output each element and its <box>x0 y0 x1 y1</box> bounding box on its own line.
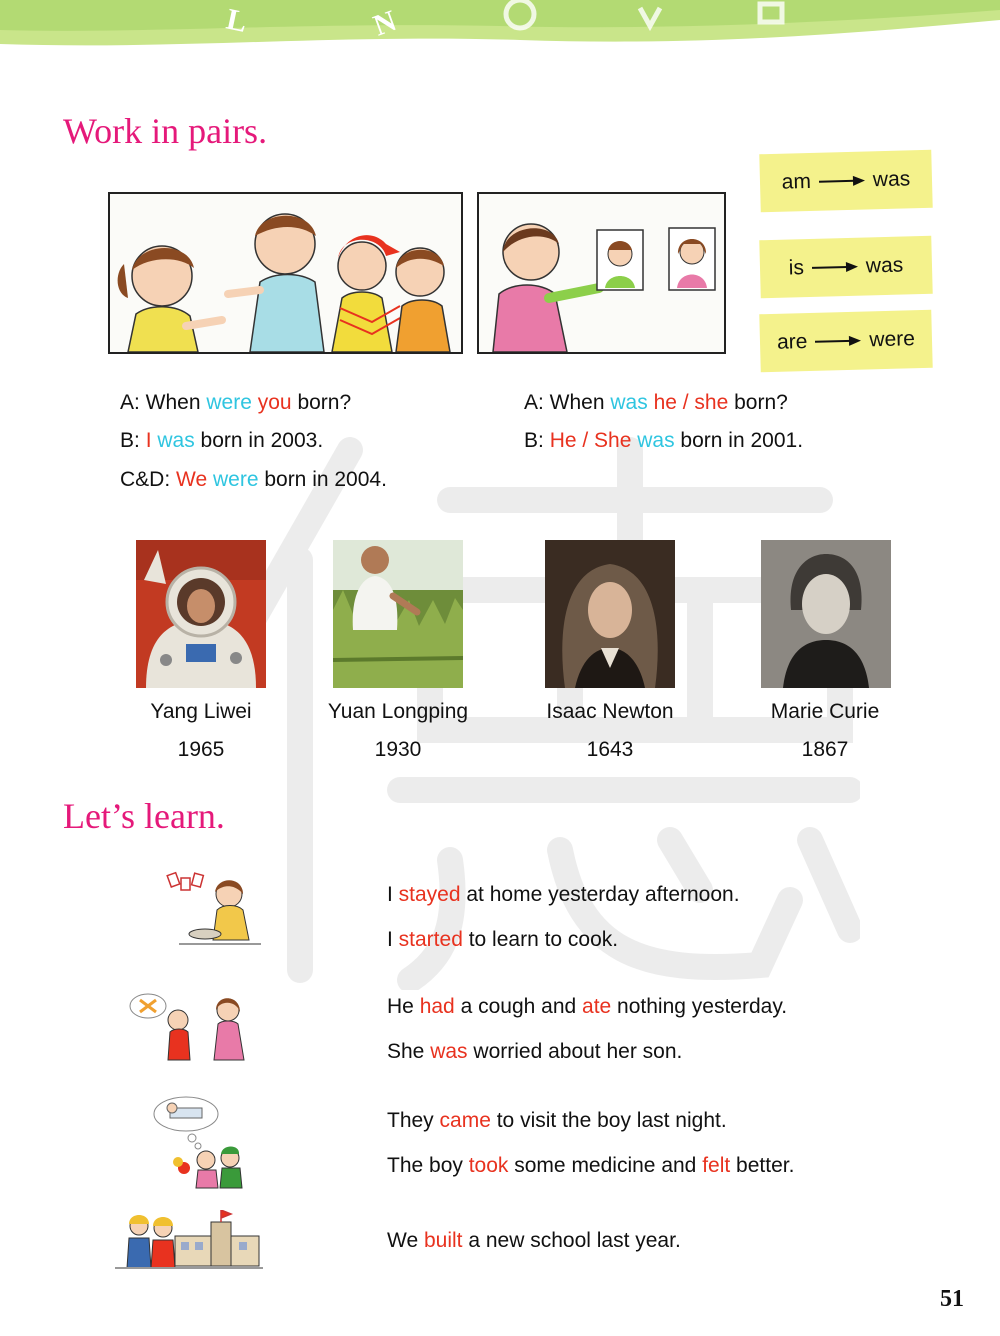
dialogue-text: born? <box>728 391 788 414</box>
person-name: Marie Curie <box>770 700 880 723</box>
dialogue-verb: were <box>206 391 252 414</box>
pointing-at-photos-illustration <box>479 194 724 352</box>
conversion-from: am <box>781 169 812 194</box>
learn-sentence-4 <box>387 1040 682 1064</box>
arrow-right-icon <box>815 334 861 349</box>
person-year: 1965 <box>177 738 225 761</box>
arrow-right-icon <box>819 174 865 189</box>
sentence-text: some medicine and <box>508 1154 703 1177</box>
comic-panel-pointing-photos <box>477 192 726 354</box>
dialogue-pronoun: We <box>176 468 208 491</box>
photo-rice-field <box>333 540 463 688</box>
sentence-text: to visit the boy last night. <box>490 1109 727 1132</box>
past-tense-verb: was <box>430 1040 468 1063</box>
person-name: Yuan Longping <box>327 700 469 723</box>
person-year: 1930 <box>374 738 422 761</box>
conversion-tag-are-were <box>759 310 932 372</box>
learn-sentence-2 <box>387 928 618 952</box>
sentence-text: I <box>387 883 399 906</box>
past-tense-verb: felt <box>702 1154 731 1177</box>
sentence-text: a new school last year. <box>462 1229 681 1252</box>
conversion-from: is <box>788 256 805 280</box>
learn-sentence-5 <box>387 1109 727 1133</box>
sentence-text: I <box>387 928 399 951</box>
page-number: 51 <box>940 1286 964 1312</box>
past-tense-verb: started <box>398 928 463 951</box>
conversion-tag-is-was <box>759 236 932 298</box>
past-tense-verb: had <box>419 995 455 1018</box>
banner-letter-n: N <box>369 4 401 43</box>
conversion-to: was <box>872 167 911 192</box>
past-tense-verb: ate <box>582 995 612 1018</box>
learn-sentence-3 <box>387 995 787 1019</box>
sentence-text: nothing yesterday. <box>611 995 788 1018</box>
dialogue-text: B: <box>524 429 550 452</box>
photo-portrait-woman <box>761 540 891 688</box>
sentence-text: The boy <box>387 1154 469 1177</box>
person-year: 1643 <box>586 738 634 761</box>
visitors-and-boy-in-bed-illustration <box>150 1094 250 1189</box>
person-name: Yang Liwei <box>150 700 252 723</box>
dialogue-left-line-3 <box>120 468 387 492</box>
past-tense-verb: took <box>468 1154 509 1177</box>
dialogue-right-line-1 <box>524 391 788 415</box>
comic-panel-kids-talking <box>108 192 463 354</box>
conversion-to: was <box>865 253 904 278</box>
dialogue-text: born in 2004. <box>258 468 387 491</box>
sentence-text: to learn to cook. <box>462 928 619 951</box>
photo-astronaut <box>136 540 266 688</box>
learn-sentence-1 <box>387 883 740 907</box>
past-tense-verb: came <box>439 1109 491 1132</box>
dialogue-left-line-2 <box>120 429 323 453</box>
sentence-text: She <box>387 1040 431 1063</box>
work-in-pairs-heading: Work in pairs. <box>63 111 268 151</box>
dialogue-verb: were <box>207 468 259 491</box>
conversion-tag-am-was <box>759 150 932 212</box>
top-banner <box>0 0 1000 60</box>
sentence-text: at home yesterday afternoon. <box>460 883 740 906</box>
dialogue-text: B: <box>120 429 146 452</box>
dialogue-text: born in 2001. <box>674 429 804 452</box>
photo-portrait-wig <box>545 540 675 688</box>
arrow-right-icon <box>812 260 858 275</box>
conversion-to: were <box>869 327 916 352</box>
dialogue-verb: was <box>631 429 675 452</box>
builders-and-school-illustration <box>115 1210 263 1272</box>
dialogue-verb: was <box>151 429 195 452</box>
sentence-text: a cough and <box>454 995 583 1018</box>
dialogue-text: A: When <box>120 391 207 414</box>
conversion-from: are <box>776 330 808 354</box>
sentence-text: better. <box>730 1154 795 1177</box>
past-tense-verb: stayed <box>398 883 461 906</box>
dialogue-text: A: When <box>524 391 611 414</box>
lets-learn-heading: Let’s learn. <box>63 796 225 836</box>
dialogue-pronoun: He / She <box>549 429 632 452</box>
past-tense-verb: built <box>423 1229 463 1252</box>
sick-boy-and-mother-illustration <box>128 990 253 1062</box>
dialogue-text: born in 2003. <box>194 429 324 452</box>
dialogue-pronoun: you <box>251 391 292 414</box>
dialogue-pronoun: I <box>145 429 152 452</box>
dialogue-text: C&D: <box>120 468 177 491</box>
sentence-text: We <box>387 1229 424 1252</box>
dialogue-right-line-2 <box>524 429 803 453</box>
learn-sentence-7 <box>387 1229 681 1253</box>
kids-talking-illustration <box>110 194 461 352</box>
person-name: Isaac Newton <box>546 700 674 723</box>
learn-sentence-6 <box>387 1154 794 1178</box>
sentence-text: worried about her son. <box>467 1040 683 1063</box>
sentence-text: They <box>387 1109 440 1132</box>
dialogue-verb: was <box>610 391 648 414</box>
person-year: 1867 <box>801 738 849 761</box>
banner-letter-l: L <box>223 2 250 40</box>
sentence-text: He <box>387 995 420 1018</box>
dialogue-text: born? <box>291 391 352 414</box>
dialogue-pronoun: he / she <box>647 391 729 414</box>
cooking-girl-illustration <box>165 868 265 950</box>
dialogue-left-line-1 <box>120 391 351 415</box>
